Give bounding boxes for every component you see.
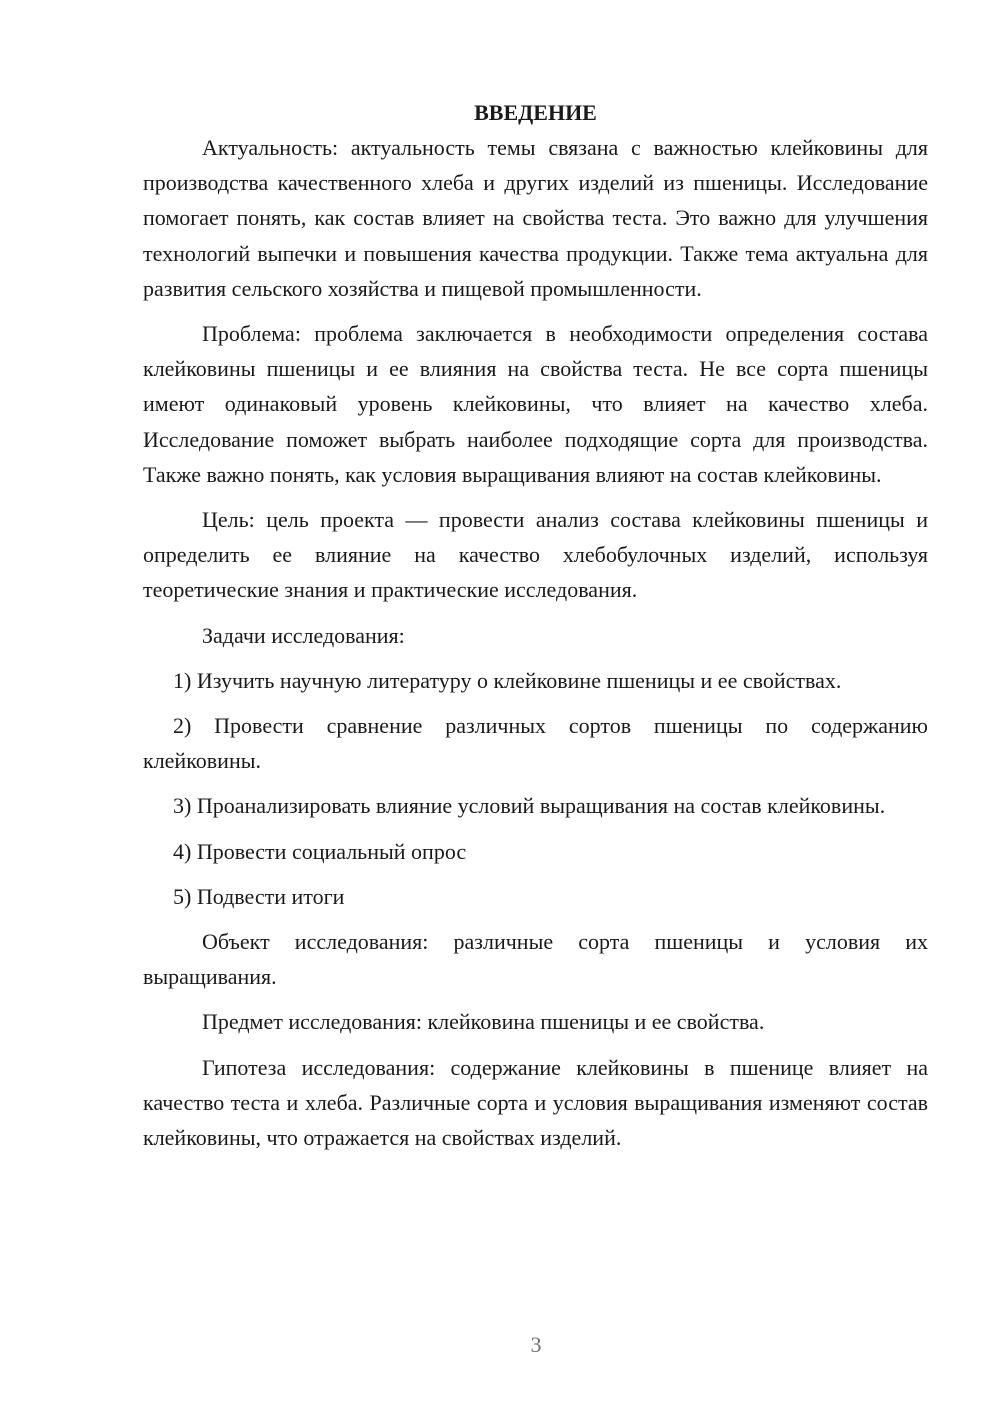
task-item-2: 2) Провести сравнение различных сортов пшеницы по содержанию клейковины. <box>143 713 928 774</box>
paragraph-hypothesis: Гипотеза исследования: содержание клейковины в пшенице влияет на качество теста и хлеба. Различные сорта и условия выращивания изменяют состав клейковины, что отражается на свойствах изделий. <box>143 1054 928 1151</box>
page-content <box>143 95 928 1165</box>
task-item-1: 1) Изучить научную литературу о клейковине пшеницы и ее свойствах. <box>173 667 842 693</box>
task-item-4: 4) Провести социальный опрос <box>173 838 467 864</box>
paragraph-subject: Предмет исследования: клейковина пшеницы и ее свойства. <box>202 1009 765 1035</box>
task-item-5: 5) Подвести итоги <box>173 883 345 909</box>
task-item-3: 3) Проанализировать влияние условий выращивания на состав клейковины. <box>173 793 886 819</box>
section-title: ВВЕДЕНИЕ <box>474 100 597 125</box>
paragraph-tasks-heading: Задачи исследования: <box>202 622 405 648</box>
paragraph-object: Объект исследования: различные сорта пшеницы и условия их выращивания. <box>143 929 928 990</box>
paragraph-problem: Проблема: проблема заключается в необходимости определения состава клейковины пшеницы и ее влияния на свойства теста. Не все сорта пшеницы имеют одинаковый уровень клейковины, что влияет на качество хлеба. Исследование поможет выбрать наиболее подходящие сорта для производства. Также важно понять, как условия выращивания влияют на состав клейковины. <box>143 321 928 487</box>
paragraph-goal: Цель: цель проекта — провести анализ состава клейковины пшеницы и определить ее влияние на качество хлебобулочных изделий, используя теоретические знания и практические исследования. <box>143 507 928 603</box>
paragraph-relevance: Актуальность: актуальность темы связана с важностью клейковины для производства качественного хлеба и других изделий из пшеницы. Исследование помогает понять, как состав влияет на свойства теста. Это важно для улучшения технологий выпечки и повышения качества продукции. Также тема актуальна для развития сельского хозяйства и пищевой промышленности. <box>143 135 928 301</box>
page-number: 3 <box>530 1332 542 1357</box>
